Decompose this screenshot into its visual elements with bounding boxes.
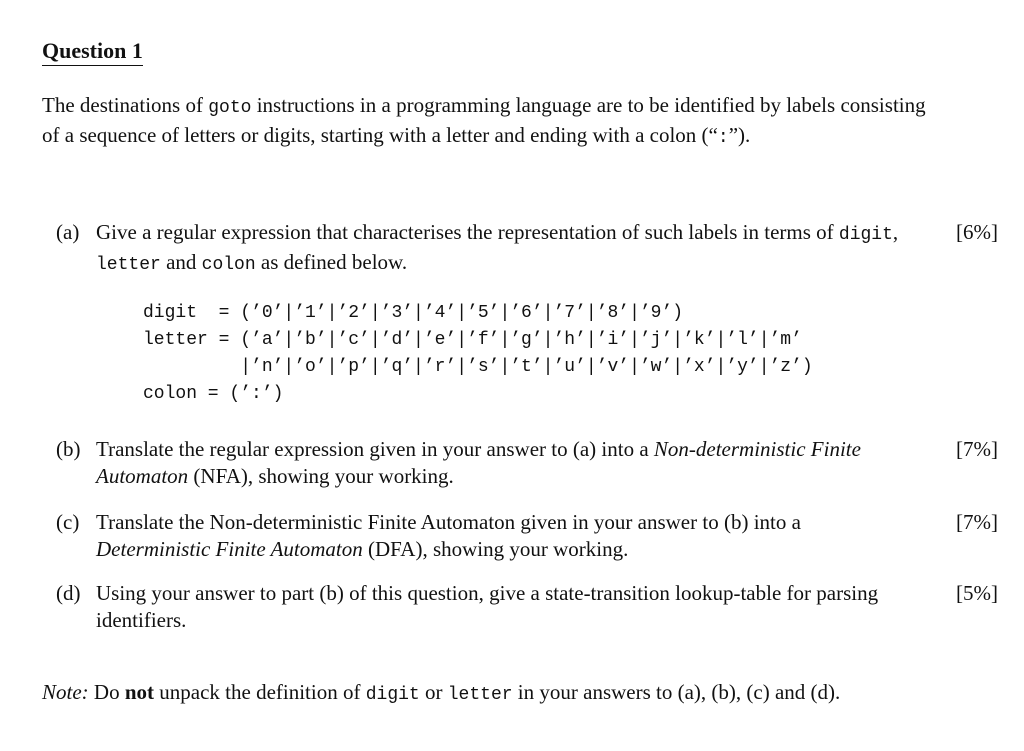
definitions-code-block xyxy=(143,300,813,408)
code-line-colon: colon = (’:’) xyxy=(143,384,284,404)
part-label: (d) xyxy=(56,581,81,605)
marks-badge: [6%] xyxy=(956,220,998,244)
part-d xyxy=(56,580,1004,634)
part-text: Translate the Non-deterministic Finite Automaton given in your answer to (b) into a Deterministic Finite Automaton (DFA), showing your working. xyxy=(96,510,801,561)
question-title: Question 1 xyxy=(42,38,143,66)
part-a xyxy=(56,219,1004,279)
part-c xyxy=(56,509,1004,563)
part-label: (c) xyxy=(56,510,80,534)
code-colon-char: : xyxy=(717,128,729,148)
marks-badge: [7%] xyxy=(956,437,998,461)
part-text: Translate the regular expression given in your answer to (a) into a Non-deterministic Finite Automaton (NFA), showing your working. xyxy=(96,437,861,488)
marks-badge: [7%] xyxy=(956,510,998,534)
question-intro: The destinations of goto instructions in a programming language are to be identified by labels consisting of a sequence of letters or digits, starting with a letter and ending with a colon (“:”). xyxy=(42,93,926,148)
note: Note: Do not unpack the definition of digit or letter in your answers to (a), (b), (c) and (d). xyxy=(42,680,841,705)
part-label: (b) xyxy=(56,437,81,461)
note-label: Note: xyxy=(42,680,89,704)
code-goto: goto xyxy=(208,98,252,118)
code-line-letter-cont: |’n’|’o’|’p’|’q’|’r’|’s’|’t’|’u’|’v’|’w’|’x’|’y’|’z’) xyxy=(143,357,813,377)
part-b xyxy=(56,436,1004,490)
code-line-letter: letter = (’a’|’b’|’c’|’d’|’e’|’f’|’g’|’h’|’i’|’j’|’k’|’l’|’m’ xyxy=(143,330,802,350)
code-line-digit: digit = (’0’|’1’|’2’|’3’|’4’|’5’|’6’|’7’|’8’|’9’) xyxy=(143,303,684,323)
marks-badge: [5%] xyxy=(956,581,998,605)
part-text: Give a regular expression that characterises the representation of such labels in terms of digit, letter and colon as defined below. xyxy=(96,220,899,275)
part-text: Using your answer to part (b) of this question, give a state-transition lookup-table for parsing identifiers. xyxy=(96,581,879,632)
part-label: (a) xyxy=(56,220,80,244)
